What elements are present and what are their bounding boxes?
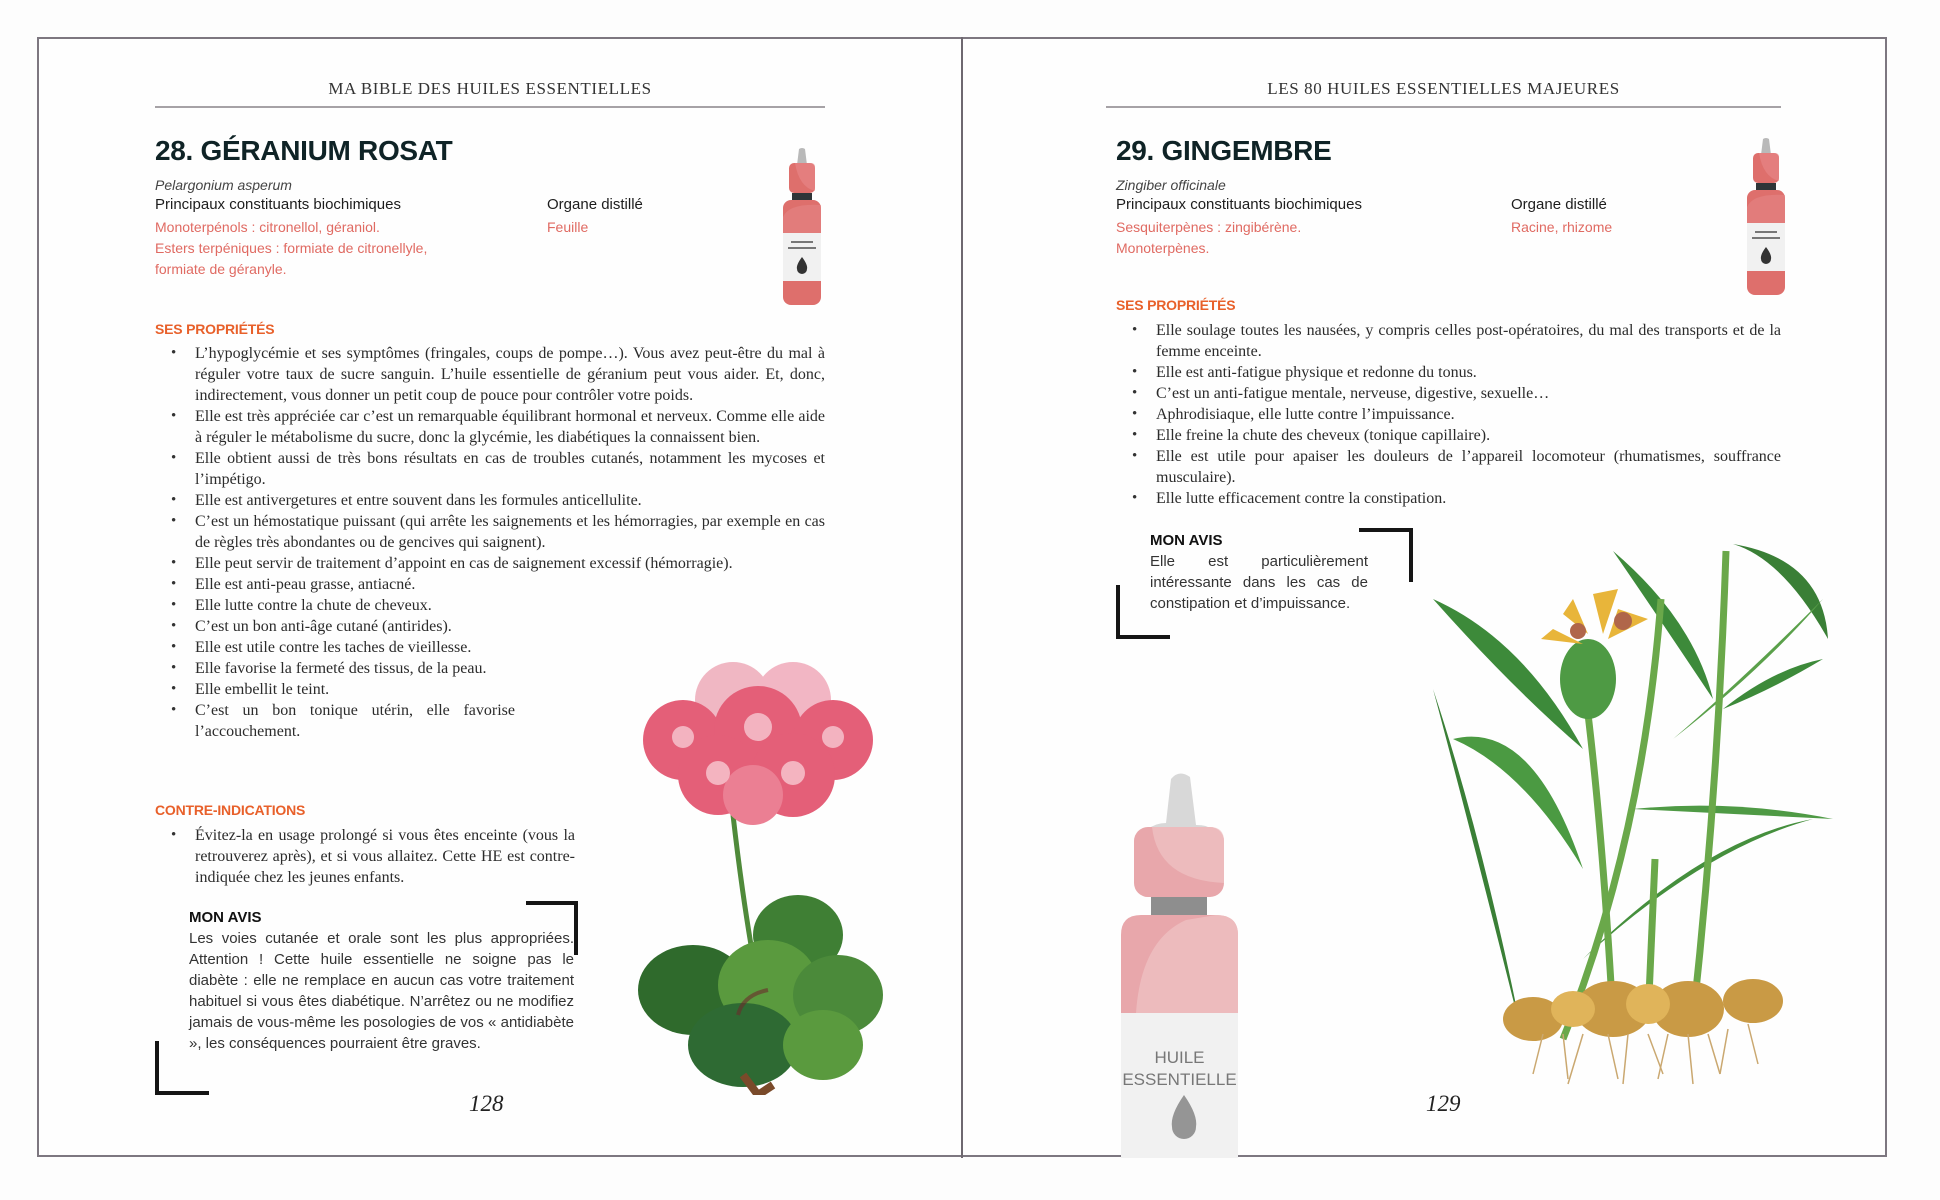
bottle-label-line1: HUILE xyxy=(1154,1048,1205,1067)
running-head: LES 80 HUILES ESSENTIELLES MAJEURES xyxy=(1267,79,1620,98)
property-item: • Elle est anti-fatigue physique et redonne du tonus. xyxy=(1116,362,1781,383)
page-number: 128 xyxy=(469,1091,504,1116)
property-item: • C’est un hémostatique puissant (qui arrête les saignements et les hémorragies, par exemple en cas de règles très abondantes ou de gencives qui saignent). xyxy=(155,511,825,553)
latin-name: Zingiber officinale xyxy=(1116,177,1226,193)
running-head: MA BIBLE DES HUILES ESSENTIELLES xyxy=(328,79,652,98)
entry-title: 29. GINGEMBRE xyxy=(1116,135,1332,166)
property-item: • Elle lutte contre la chute de cheveux. xyxy=(155,595,825,616)
constituent-line: Esters terpéniques : formiate de citronellyle, xyxy=(155,240,428,256)
property-item: • Elle obtient aussi de très bons résultats en cas de troubles cutanés, notamment les mycoses et l’impétigo. xyxy=(155,448,825,490)
organ-value: Racine, rhizome xyxy=(1511,219,1613,235)
property-item: • Aphrodisiaque, elle lutte contre l’impuissance. xyxy=(1116,404,1781,425)
latin-name: Pelargonium asperum xyxy=(155,177,292,193)
properties-heading: SES PROPRIÉTÉS xyxy=(155,321,275,337)
organ-label: Organe distillé xyxy=(547,196,643,213)
property-item: • Elle embellit le teint. xyxy=(155,679,825,700)
mon-avis-text: Les voies cutanée et orale sont les plus appropriées. Attention ! Cette huile essentielle ne soigne pas le diabète : elle ne remplace en aucun cas votre traitement habituel si vous êtes diabétique. N’arrêtez ou ne modifiez jamais de vous-même les posologies de vos « antidiabète », les conséquences pourraient être graves. xyxy=(189,930,574,1052)
constituent-line: Monoterpènes. xyxy=(1116,240,1210,256)
property-item: • Elle peut servir de traitement d’appoint en cas de saignement excessif (hémorragie). xyxy=(155,553,825,574)
ginger-illustration xyxy=(1433,539,1833,1099)
essential-oil-bottle-icon xyxy=(1741,137,1791,297)
organ-label: Organe distillé xyxy=(1511,196,1607,213)
contraindications-list xyxy=(155,825,575,888)
constituents-label: Principaux constituants biochimiques xyxy=(1116,196,1362,213)
property-item: • Elle soulage toutes les nausées, y compris celles post-opératoires, du mal des transports et de la femme enceinte. xyxy=(1116,320,1781,362)
mon-avis-box xyxy=(189,909,574,1054)
corner-bracket-bottom-left xyxy=(155,1041,209,1095)
entry-title: 28. GÉRANIUM ROSAT xyxy=(155,135,453,166)
constituents-list xyxy=(155,217,427,280)
property-item: • C’est un anti-fatigue mentale, nerveuse, digestive, sexuelle… xyxy=(1116,383,1781,404)
constituent-line: Sesquiterpènes : zingibérène. xyxy=(1116,219,1302,235)
property-item: • Elle favorise la fermeté des tissus, de la peau. xyxy=(155,658,825,679)
contraindications-heading: CONTRE-INDICATIONS xyxy=(155,802,306,818)
left-page xyxy=(39,39,961,1156)
organ-value: Feuille xyxy=(547,219,589,235)
corner-bracket-bottom-left xyxy=(1116,585,1170,639)
property-item: • Elle est anti-peau grasse, antiacné. xyxy=(155,574,825,595)
geranium-illustration xyxy=(623,645,893,1095)
constituents-label: Principaux constituants biochimiques xyxy=(155,196,401,213)
property-item: • Elle freine la chute des cheveux (tonique capillaire). xyxy=(1116,425,1781,446)
property-item: • C’est un bon tonique utérin, elle favorise l’accouchement. xyxy=(155,700,515,742)
contraindication-item: • Évitez-la en usage prolongé si vous êtes enceinte (vous la retrouverez après), et si vous allaitez. Cette HE est contre-indiquée chez les jeunes enfants. xyxy=(155,825,575,888)
mon-avis-box xyxy=(1150,532,1368,614)
property-item: • Elle est utile pour apaiser les douleurs de l’appareil locomoteur (rhumatismes, souffrance musculaire). xyxy=(1116,446,1781,488)
property-item: • Elle est très appréciée car c’est un remarquable équilibrant hormonal et nerveux. Comme elle aide à réguler le métabolisme du sucre, donc la glycémie, les diabétiques la connaissent bien. xyxy=(155,406,825,448)
right-page xyxy=(963,39,1887,1156)
bottle-label-line2: ESSENTIELLE xyxy=(1122,1070,1237,1089)
mon-avis-title: MON AVIS xyxy=(189,909,262,926)
properties-heading: SES PROPRIÉTÉS xyxy=(1116,297,1236,313)
constituent-line: Monoterpénols : citronellol, géraniol. xyxy=(155,219,380,235)
header-rule xyxy=(1106,106,1781,108)
property-item: • Elle est utile contre les taches de vieillesse. xyxy=(155,637,825,658)
large-essential-oil-bottle xyxy=(1116,765,1242,1158)
property-item: • Elle lutte efficacement contre la constipation. xyxy=(1116,488,1781,509)
property-item: • C’est un bon anti-âge cutané (antirides). xyxy=(155,616,825,637)
properties-list xyxy=(1116,320,1781,509)
mon-avis-text: Elle est particulièrement intéressante dans les cas de constipation et d’impuissance. xyxy=(1150,553,1368,612)
property-item: • L’hypoglycémie et ses symptômes (fringales, coups de pompe…). Vous avez peut-être du mal à réguler votre taux de sucre sanguin. L’huile essentielle de géranium peut vous aider. Et, donc, indirectement, vous donner un petit coup de pouce pour contrôler votre poids. xyxy=(155,343,825,406)
constituent-line: formiate de géranyle. xyxy=(155,261,287,277)
mon-avis-title: MON AVIS xyxy=(1150,532,1223,549)
essential-oil-bottle-icon xyxy=(777,147,827,307)
bottle-shape-icon xyxy=(1116,765,1242,1158)
property-item: • Elle est antivergetures et entre souvent dans les formules anticellulite. xyxy=(155,490,825,511)
page-number: 129 xyxy=(1426,1091,1461,1116)
header-rule xyxy=(155,106,825,108)
constituents-list xyxy=(1116,217,1301,259)
